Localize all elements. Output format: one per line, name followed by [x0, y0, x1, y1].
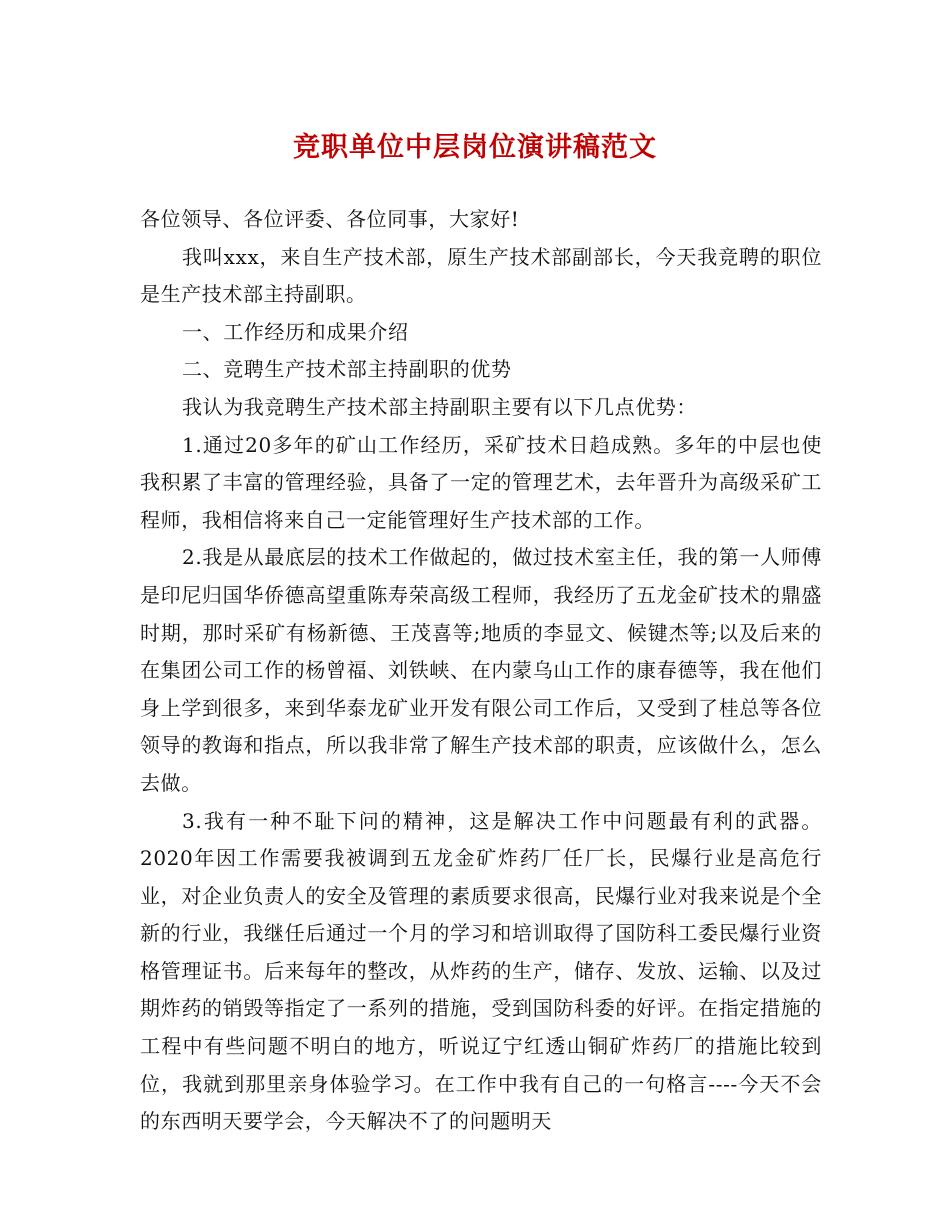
paragraph-advantage-3: 3.我有一种不耻下问的精神，这是解决工作中问题最有利的武器。2020年因工作需要我被调到五龙金矿炸药厂任厂长，民爆行业是高危行业，对企业负责人的安全及管理的素质要求很高，民爆行业对我来说是个全新的行业，我继任后通过一个月的学习和培训取得了国防科工委民爆行业资格管理证书。后来每年的整改，从炸药的生产，储存、发放、运输、以及过期炸药的销毁等指定了一系列的措施，受到国防科委的好评。在指定措施的工程中有些问题不明白的地方，听说辽宁红透山铜矿炸药厂的措施比较到位，我就到那里亲身体验学习。在工作中我有自己的一句格言----今天不会的东西明天要学会，今天解决不了的问题明天 [140, 808, 822, 1134]
section-heading-experience: 一、工作经历和成果介绍 [182, 319, 409, 344]
section-heading-advantages: 二、竞聘生产技术部主持副职的优势 [182, 357, 512, 382]
paragraph-greeting: 各位领导、各位评委、各位同事，大家好! [140, 207, 520, 231]
paragraph-advantage-1: 1.通过20多年的矿山工作经历，采矿技术日趋成熟。多年的中层也使我积累了丰富的管理经验，具备了一定的管理艺术，去年晋升为高级采矿工程师，我相信将来自己一定能管理好生产技术部的工作。 [140, 432, 822, 532]
paragraph-advantages-intro: 我认为我竞聘生产技术部主持副职主要有以下几点优势： [182, 394, 697, 419]
paragraph-advantage-2: 2.我是从最底层的技术工作做起的，做过技术室主任，我的第一人师傅是印尼归国华侨德高望重陈寿荣高级工程师，我经历了五龙金矿技术的鼎盛时期，那时采矿有杨新德、王茂喜等;地质的李显文、候键杰等;以及后来的在集团公司工作的杨曾福、刘铁峡、在内蒙乌山工作的康春德等，我在他们身上学到很多，来到华泰龙矿业开发有限公司工作后，又受到了桂总等各位领导的教诲和指点，所以我非常了解生产技术部的职责，应该做什么，怎么去做。 [140, 545, 822, 795]
document-title: 竞职单位中层岗位演讲稿范文 [293, 132, 657, 163]
paragraph-introduction: 我叫xxx，来自生产技术部，原生产技术部副部长，今天我竞聘的职位是生产技术部主持副职。 [140, 244, 822, 307]
document-body [140, 201, 822, 1141]
